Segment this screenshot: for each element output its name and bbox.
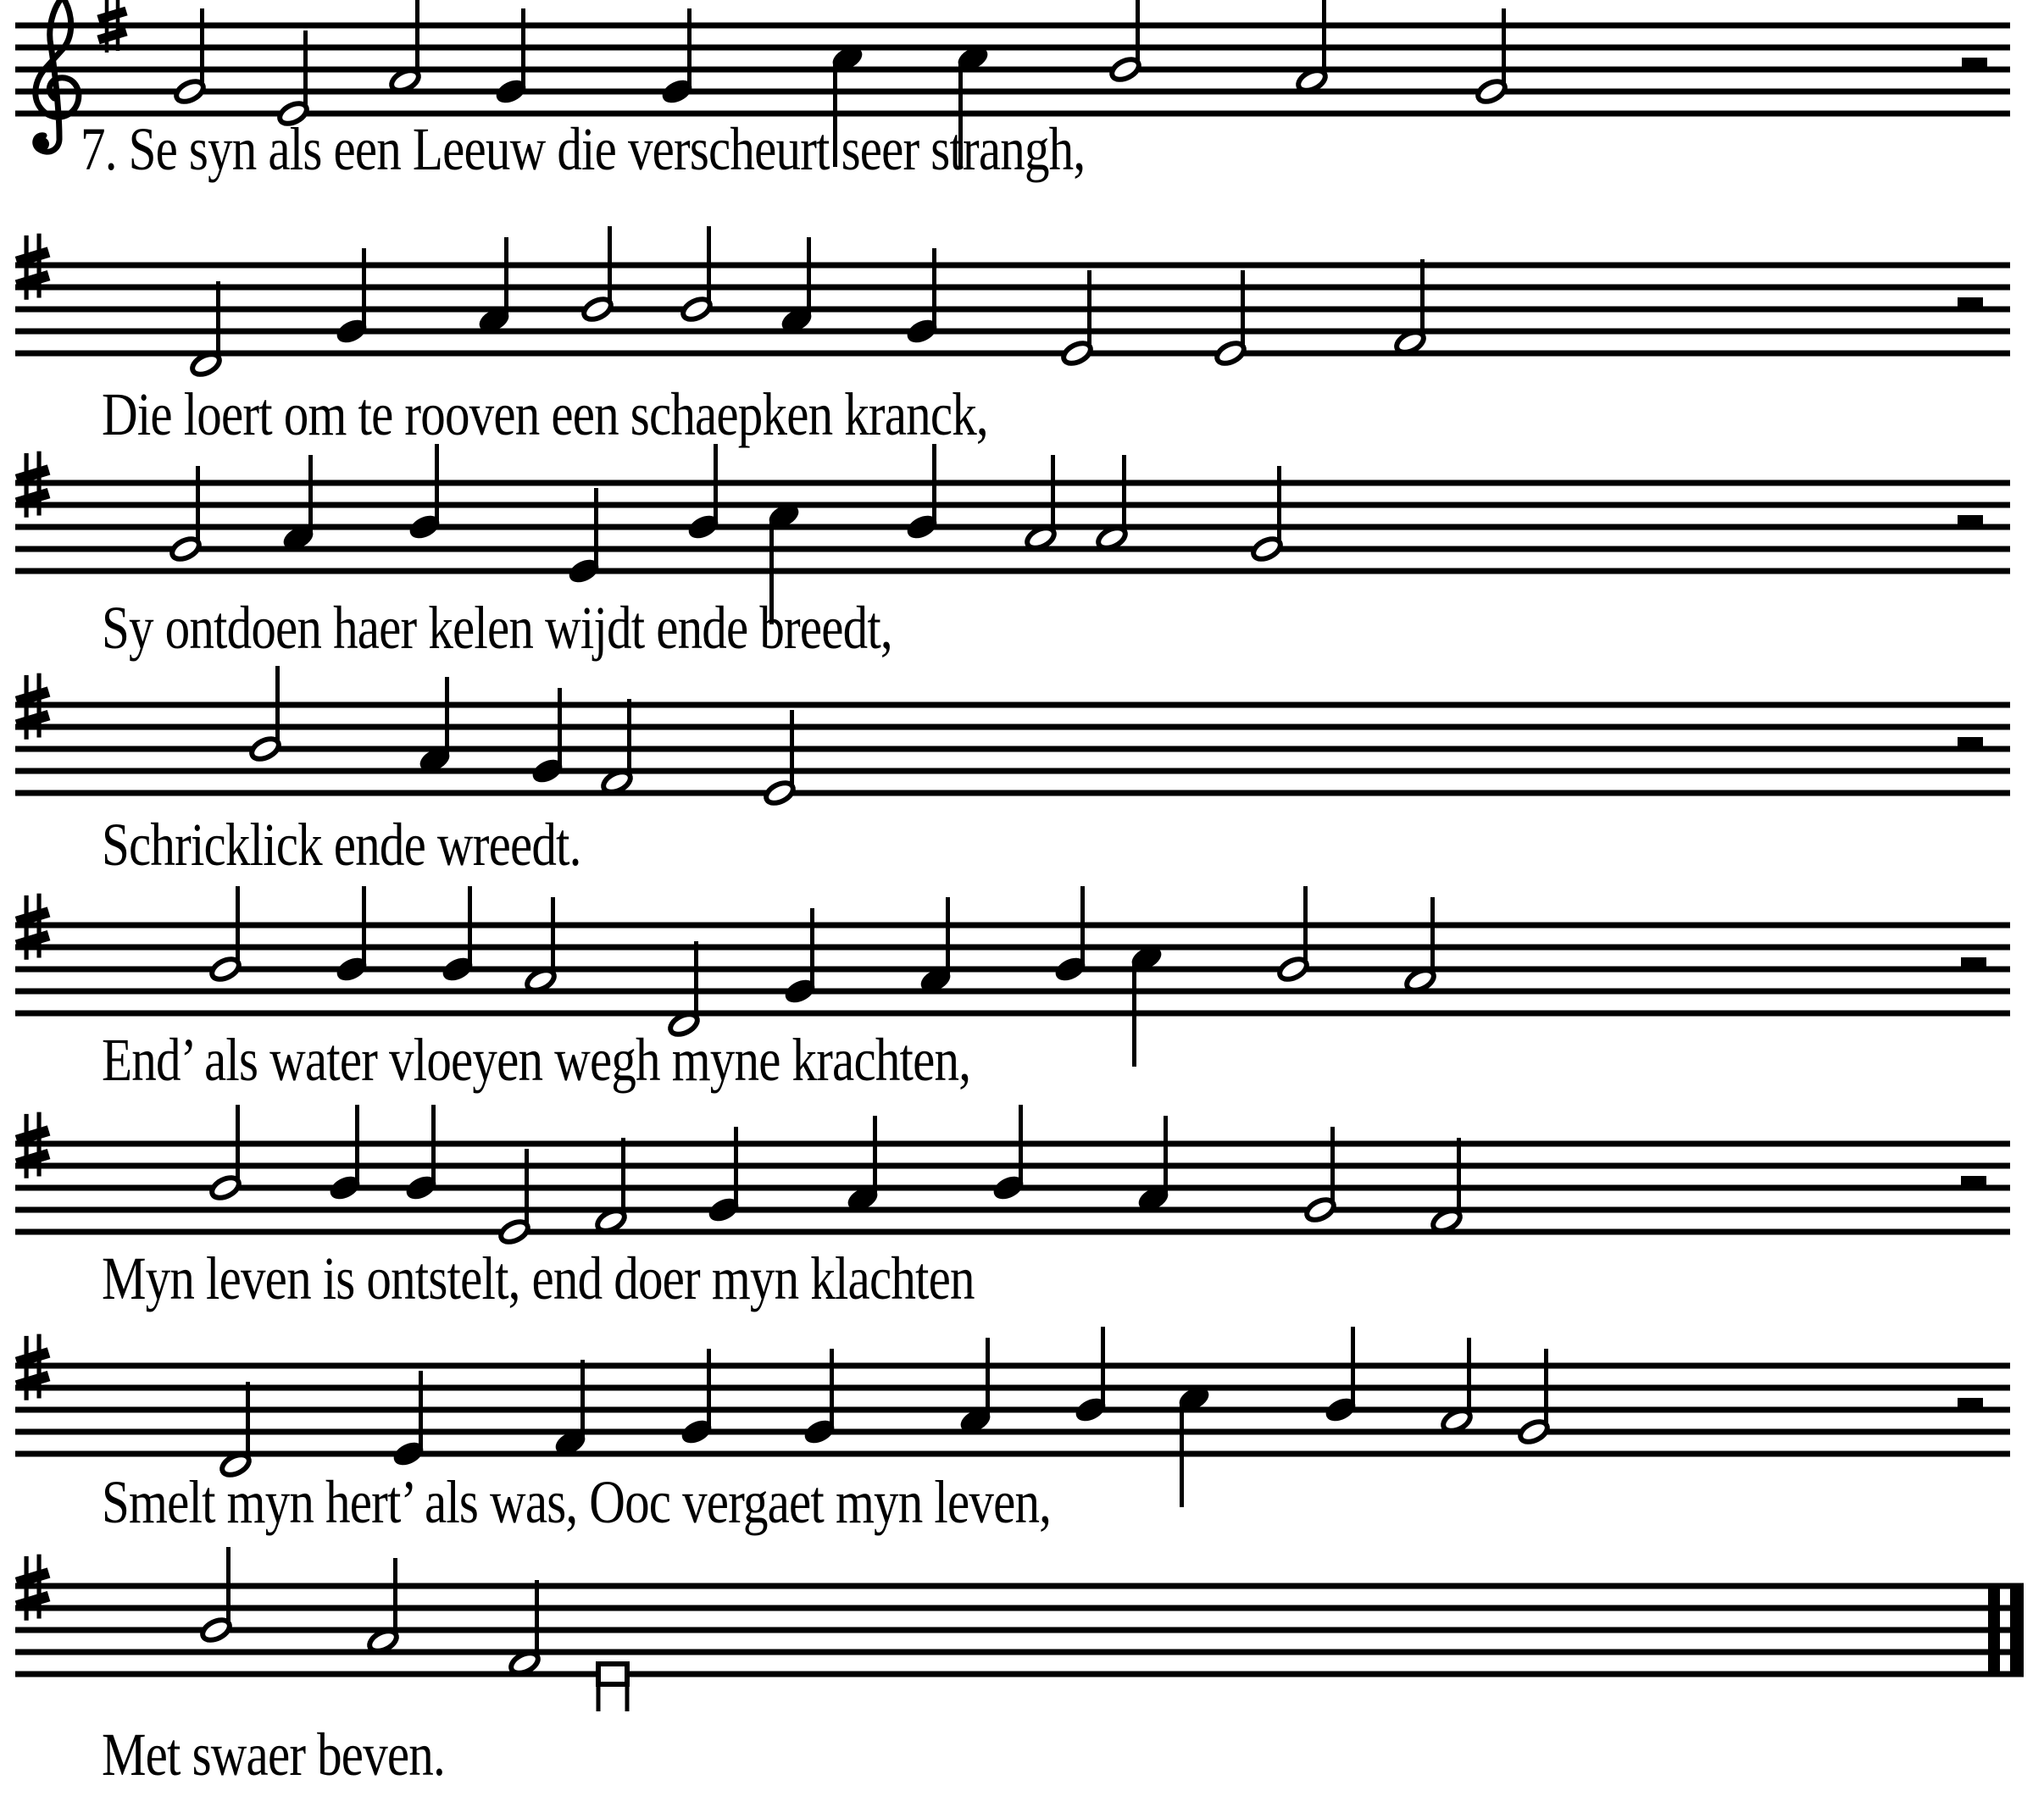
staff-line [15,546,2010,552]
half-note-G4 [169,535,202,563]
staff-line [15,1229,2010,1235]
lyric-line-1: 7. Se syn als een Leeuw die verscheurt seer strangh, [81,115,1086,183]
staff-line [15,945,2010,951]
staff-line [15,67,2010,73]
staff-line [15,1385,2010,1391]
staff-line [15,285,2010,291]
staff-line [15,1407,2010,1413]
staff-line [15,89,2010,95]
staff-line [15,746,2010,752]
half-note-B4 [208,1173,242,1201]
half-rest [1958,1398,1983,1410]
staff-system-6 [15,1105,2010,1246]
staff-line [15,480,2010,486]
half-note-E4 [763,779,796,807]
final-barline [2010,1585,2024,1675]
half-note-B4 [248,735,281,762]
staff-line [15,307,2010,313]
staff-line [15,724,2010,730]
staff-line [15,1672,2024,1677]
half-note-G4 [173,77,206,105]
staff-line [15,329,2010,335]
half-note-B4 [1276,955,1309,983]
half-note-B4 [580,295,614,323]
staff-line [15,989,2010,995]
staff-line [15,1207,2010,1213]
half-rest [1961,957,1986,969]
staff-line [15,923,2010,929]
staff-line [15,1650,2024,1655]
staff-system-4 [15,666,2010,807]
lyric-line-7: Smelt myn hert’ als was, Ooc vergaet myn leven, [102,1468,1052,1536]
lyric-line-4: Schricklick ende wreedt. [102,811,581,879]
staff-line [15,1451,2010,1457]
half-note-E4 [1060,339,1093,367]
staff-line [15,768,2010,774]
half-note-B4 [208,955,242,983]
staff-line [15,1583,2024,1589]
staff-line [15,1163,2010,1169]
longa-note [598,1662,627,1711]
lyric-line-3: Sy ontdoen haer kelen wijdt ende breedt, [102,594,892,662]
half-note-G4 [1517,1417,1550,1445]
half-rest [1958,297,1983,309]
staff-system-2 [15,226,2010,379]
staff-line [15,1141,2010,1147]
half-rest [1962,58,1987,69]
half-rest [1958,737,1983,749]
final-barline [1988,1585,2000,1675]
staff-line [15,1429,2010,1435]
staff-line [15,502,2010,508]
staff-line [15,1605,2024,1611]
staff-system-8 [15,1547,2024,1711]
staff-line [15,967,2010,973]
half-note-G4 [1250,535,1283,563]
half-note-G4 [1303,1195,1336,1223]
staff-line [15,1011,2010,1017]
half-note-B4 [680,295,713,323]
lyric-line-5: End’ als water vloeyen wegh myne krachten, [102,1026,971,1094]
half-note-E4 [497,1217,530,1245]
half-note-B4 [199,1616,232,1644]
staff-line [15,263,2010,269]
staff-line [15,351,2010,357]
staff-line [15,1627,2024,1633]
half-note-B4 [1108,55,1141,83]
lyric-line-8: Met swaer beven. [102,1721,445,1788]
half-note-E4 [1214,339,1247,367]
half-rest [1961,1176,1986,1188]
lyric-line-2: Die loert om te rooven een schaepken kranck, [102,380,988,448]
staff-line [15,1363,2010,1369]
staff-line [15,23,2010,29]
staff-line [15,45,2010,51]
half-note-G4 [1475,77,1508,105]
lyric-line-6: Myn leven is ontstelt, end doer myn klachten [102,1245,975,1312]
staff-line [15,568,2010,574]
staff-line [15,702,2010,708]
half-rest [1958,515,1983,527]
staff-line [15,790,2010,796]
staff-line [15,524,2010,530]
